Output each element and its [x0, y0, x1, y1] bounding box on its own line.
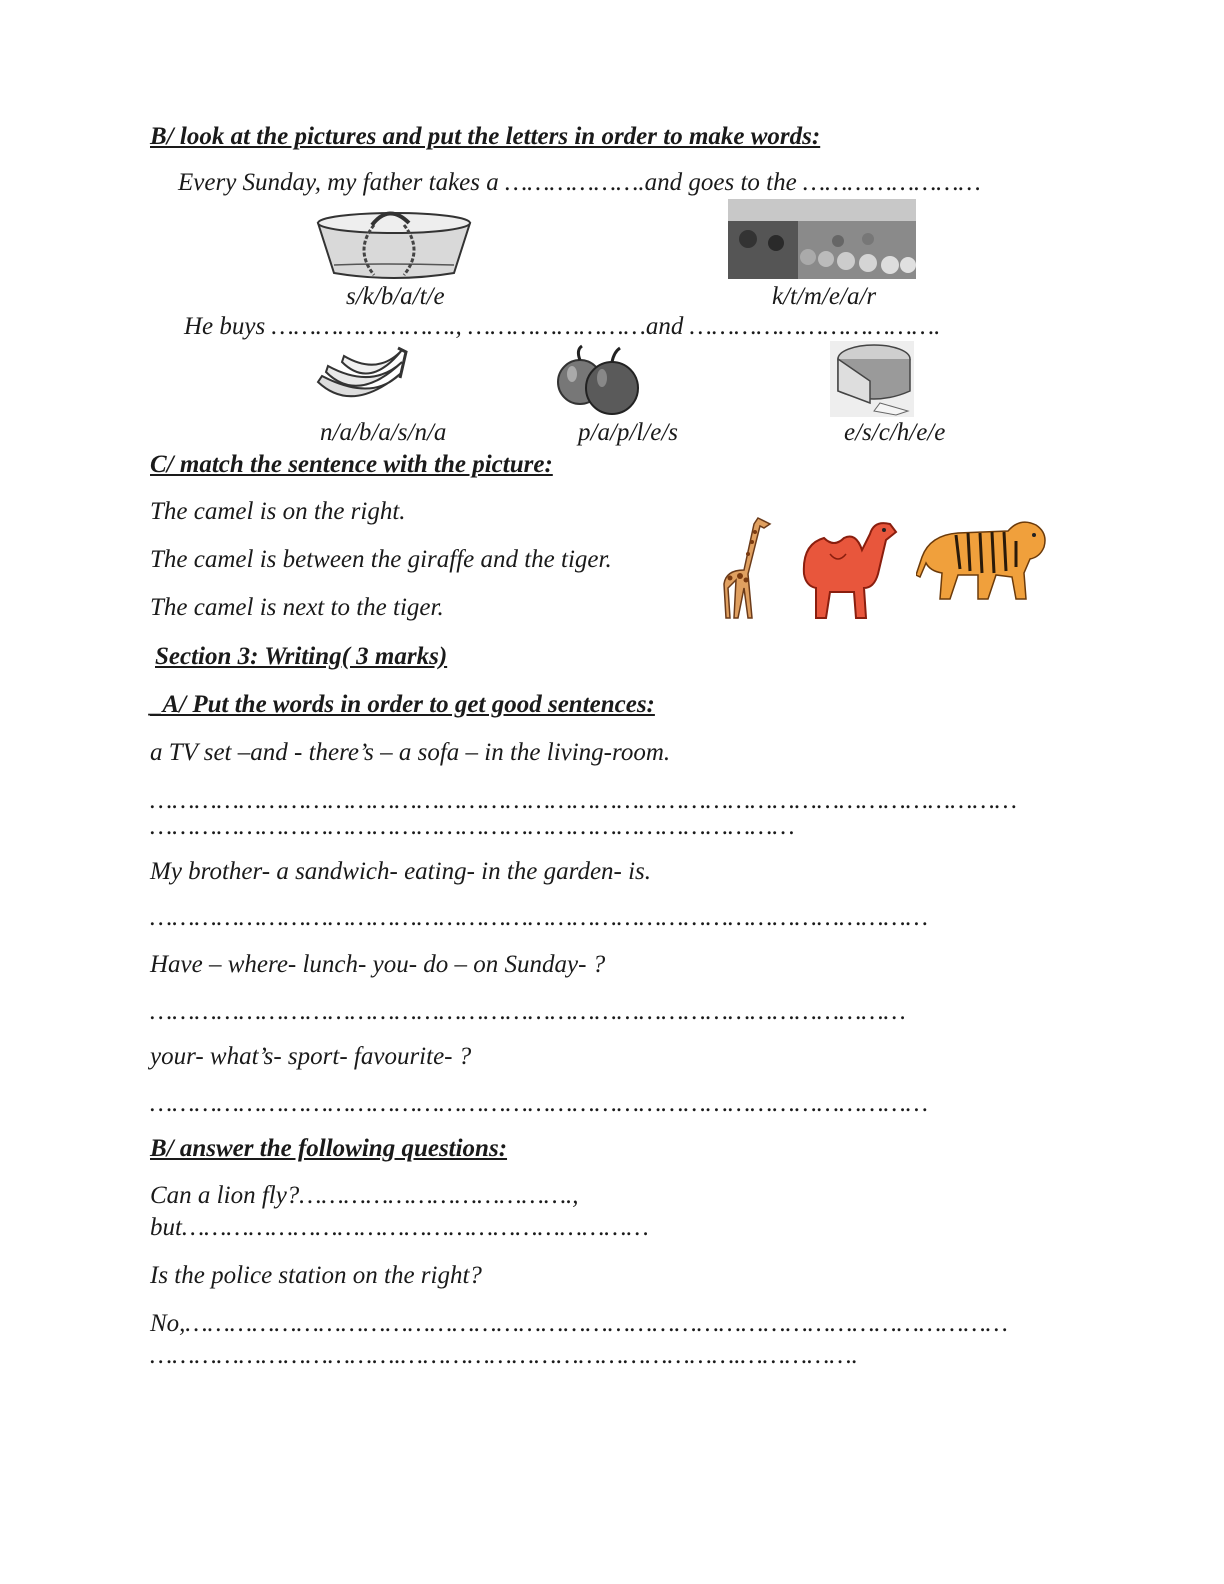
camel-icon	[794, 514, 900, 624]
part-b-sentence-1: Every Sunday, my father takes a ……………….and goes to the ……………………	[178, 169, 981, 196]
market-icon	[728, 199, 916, 279]
order-answer-4[interactable]: ……………………………………………………………………………………………	[150, 1090, 929, 1117]
basket-icon	[314, 205, 474, 283]
answer-police-line2[interactable]: …………………………….……………………………………….…………….	[150, 1342, 858, 1369]
scramble-basket: s/k/b/a/t/e	[346, 283, 445, 310]
bananas-icon	[312, 344, 408, 416]
part-b-heading: B/ look at the pictures and put the letters in order to make words:	[150, 123, 821, 150]
scramble-apples: p/a/p/l/e/s	[578, 419, 678, 446]
apples-icon	[554, 344, 644, 418]
order-prompt-2: My brother- a sandwich- eating- in the garden- is.	[150, 858, 652, 885]
section-3-heading: Section 3: Writing( 3 marks)	[155, 643, 448, 670]
giraffe-icon	[718, 514, 778, 622]
question-lion[interactable]: Can a lion fly?……………………………….,	[150, 1182, 579, 1209]
tiger-icon	[916, 513, 1050, 605]
order-prompt-4: your- what’s- sport- favourite- ?	[150, 1043, 472, 1070]
scramble-cheese: e/s/c/h/e/e	[844, 419, 946, 446]
order-answer-3[interactable]: …………………………………………………………………………………………	[150, 998, 906, 1025]
order-prompt-3: Have – where- lunch- you- do – on Sunday- ?	[150, 951, 606, 978]
part-c-heading: C/ match the sentence with the picture:	[150, 451, 553, 478]
part-b-sentence-2: He buys ……………………., ……………………and …………………………….	[184, 313, 941, 340]
section-3b-heading: B/ answer the following questions:	[150, 1135, 508, 1162]
order-answer-1a[interactable]: ………………………………………………………………………………………………………	[150, 787, 1017, 814]
answer-police-no[interactable]: No,…………………………………………………………………………………………………	[150, 1310, 1008, 1337]
camel-sentence-1: The camel is on the right.	[150, 498, 406, 525]
camel-sentence-2: The camel is between the giraffe and the tiger.	[150, 546, 612, 573]
order-prompt-1: a TV set –and - there’s – a sofa – in the living-room.	[150, 739, 671, 766]
scramble-market: k/t/m/e/a/r	[772, 283, 877, 310]
answer-lion-but[interactable]: but………………………………………………………	[150, 1214, 649, 1241]
order-answer-1b[interactable]: ……………………………………………………………………………	[150, 813, 795, 840]
cheese-icon	[830, 341, 914, 417]
order-answer-2[interactable]: ……………………………………………………………………………………………	[150, 904, 929, 931]
camel-sentence-3: The camel is next to the tiger.	[150, 594, 444, 621]
question-police-station: Is the police station on the right?	[150, 1262, 482, 1289]
scramble-bananas: n/a/b/a/s/n/a	[320, 419, 447, 446]
section-3a-heading: _A/ Put the words in order to get good sentences:	[150, 691, 655, 718]
